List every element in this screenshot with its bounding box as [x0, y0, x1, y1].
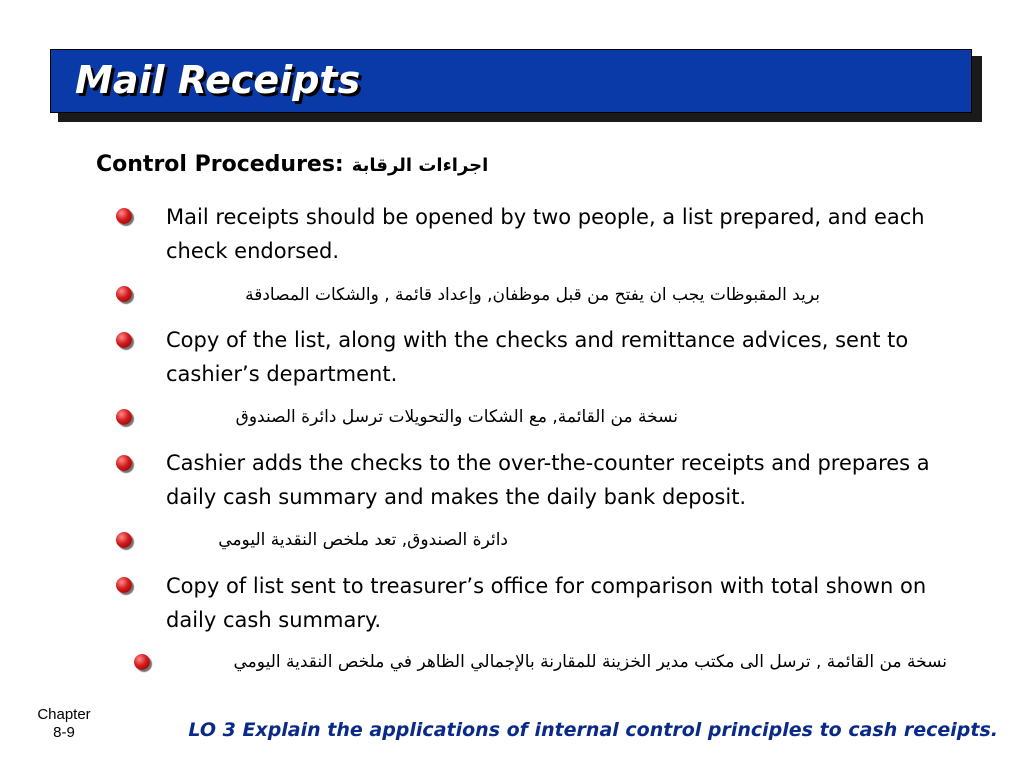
bullet-icon: [116, 208, 132, 224]
section-heading: [96, 152, 488, 177]
chapter-label-text: Chapter: [37, 706, 91, 723]
bullet-icon: [116, 455, 132, 471]
chapter-number: 8-9: [53, 724, 75, 741]
title-bar: [50, 49, 972, 113]
bullet-icon: [134, 654, 150, 670]
list-item: Cashier adds the checks to the over-the-counter receipts and prepares a daily cash summary and makes the daily bank deposit.: [166, 451, 930, 509]
bullet-icon: [116, 409, 132, 425]
bullet-icon: [116, 332, 132, 348]
heading-label: Control Procedures:: [96, 152, 344, 177]
bullet-icon: [116, 577, 132, 593]
list-item: Copy of the list, along with the checks and remittance advices, sent to cashier’s department.: [166, 328, 909, 386]
chapter-label: [20, 706, 108, 742]
list-item-arabic: نسخة من القائمة, مع الشكات والتحويلات ترسل دائرة الصندوق: [235, 407, 678, 427]
heading-arabic: اجراءات الرقابة: [351, 155, 489, 176]
bullet-icon: [116, 286, 132, 302]
list-item-arabic: دائرة الصندوق, تعد ملخص النقدية اليومي: [218, 530, 508, 550]
list-item: Copy of list sent to treasurer’s office for comparison with total shown on daily cash summary.: [166, 574, 927, 632]
learning-objective: LO 3 Explain the applications of internal control principles to cash receipts.: [188, 719, 998, 741]
slide-title: Mail Receipts: [75, 58, 361, 102]
list-item: Mail receipts should be opened by two people, a list prepared, and each check endorsed.: [166, 205, 925, 263]
list-item-arabic: نسخة من القائمة , ترسل الى مكتب مدير الخزينة للمقارنة بالإجمالي الظاهر في ملخص النقدية اليومي: [233, 652, 947, 672]
bullet-icon: [116, 532, 132, 548]
list-item-arabic: بريد المقبوظات يجب ان يفتح من قبل موظفان, وإعداد قائمة , والشكات المصادقة: [245, 285, 820, 305]
